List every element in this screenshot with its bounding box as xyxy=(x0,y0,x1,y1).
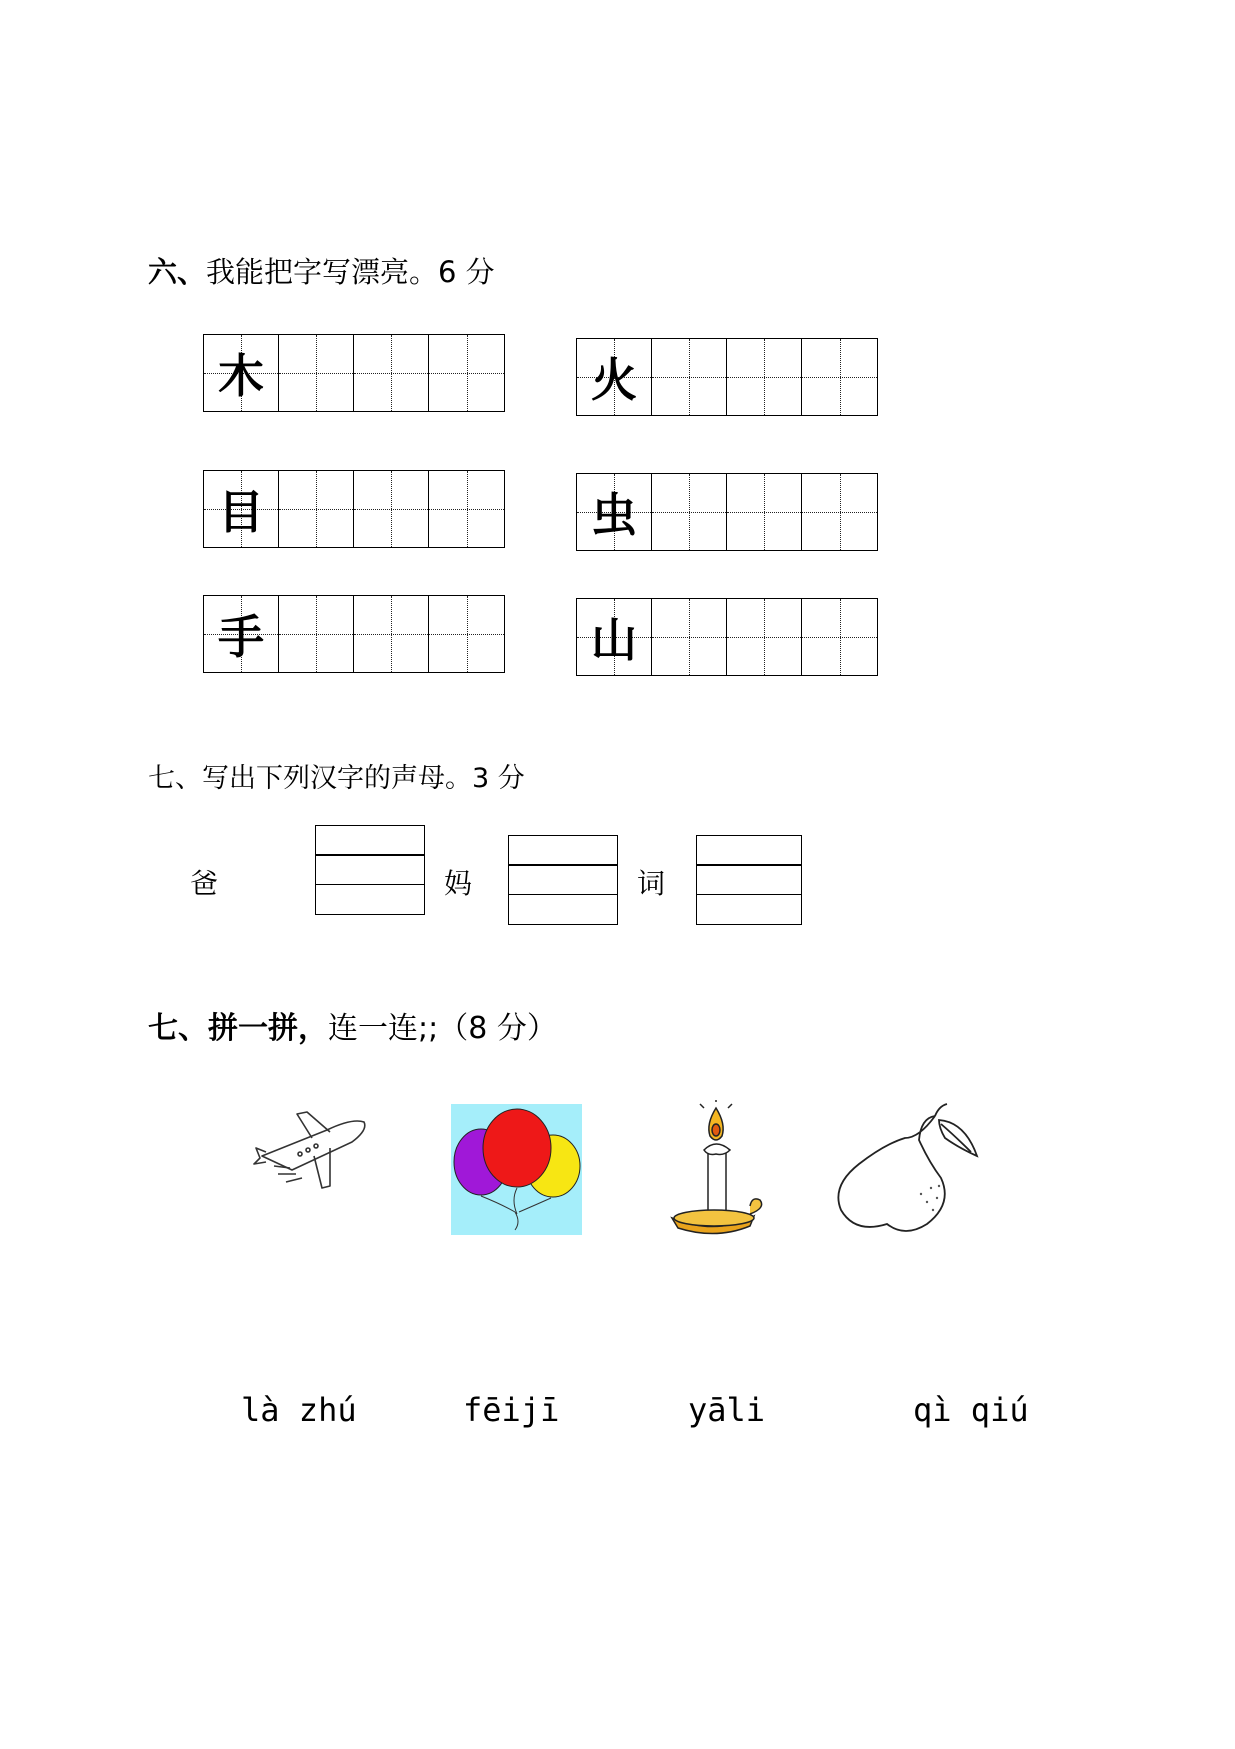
practice-cell[interactable] xyxy=(802,599,877,675)
answer-box-ma[interactable] xyxy=(508,836,618,925)
practice-cell[interactable] xyxy=(429,335,504,411)
model-char: 目 xyxy=(218,485,264,539)
writing-grid-shou xyxy=(203,595,505,673)
practice-cell[interactable] xyxy=(279,596,354,672)
practice-cell[interactable] xyxy=(279,471,354,547)
section6-title xyxy=(148,250,495,291)
writing-grid-chong xyxy=(576,473,878,551)
pinyin-qiqiu[interactable]: qì qiú xyxy=(913,1391,1029,1429)
practice-cell[interactable] xyxy=(279,335,354,411)
practice-cell[interactable] xyxy=(652,474,727,550)
pear-icon[interactable] xyxy=(835,1098,985,1238)
writing-grid-mu xyxy=(203,334,505,412)
practice-cell[interactable] xyxy=(727,339,802,415)
model-char: 山 xyxy=(591,613,637,667)
answer-box-ba[interactable] xyxy=(315,826,425,915)
practice-cell[interactable] xyxy=(652,599,727,675)
char-ci: 词 xyxy=(637,867,666,900)
model-char: 虫 xyxy=(591,488,637,542)
pinyin-yali[interactable]: yāli xyxy=(688,1391,766,1429)
pinyin-feiji[interactable]: fēijī xyxy=(463,1391,560,1429)
practice-cell[interactable] xyxy=(727,599,802,675)
practice-cell[interactable] xyxy=(652,339,727,415)
writing-grid-mu-eye xyxy=(203,470,505,548)
model-char: 木 xyxy=(218,349,264,403)
section6-number: 六、 xyxy=(148,255,207,289)
candle-icon[interactable] xyxy=(664,1100,768,1240)
model-char: 手 xyxy=(218,610,264,664)
char-ba: 爸 xyxy=(190,867,219,900)
practice-cell[interactable] xyxy=(354,335,429,411)
writing-grid-shan xyxy=(576,598,878,676)
airplane-icon[interactable] xyxy=(252,1108,372,1198)
practice-cell[interactable] xyxy=(354,471,429,547)
practice-cell[interactable] xyxy=(802,474,877,550)
answer-box-ci[interactable] xyxy=(696,836,802,925)
practice-cell[interactable] xyxy=(727,474,802,550)
practice-cell[interactable] xyxy=(429,596,504,672)
balloons-icon[interactable] xyxy=(451,1104,582,1235)
char-ma: 妈 xyxy=(444,867,473,900)
model-char: 火 xyxy=(591,353,637,407)
writing-grid-huo xyxy=(576,338,878,416)
pinyin-lazhu[interactable]: là zhú xyxy=(241,1391,357,1429)
practice-cell[interactable] xyxy=(429,471,504,547)
section7a-title: 七、写出下列汉字的声母。3 分 xyxy=(148,763,525,794)
section6-text: 我能把字写漂亮。6 分 xyxy=(206,255,495,289)
practice-cell[interactable] xyxy=(354,596,429,672)
section7b-title: 七、拼一拼，连一连;;（8 分） xyxy=(148,1011,557,1046)
practice-cell[interactable] xyxy=(802,339,877,415)
